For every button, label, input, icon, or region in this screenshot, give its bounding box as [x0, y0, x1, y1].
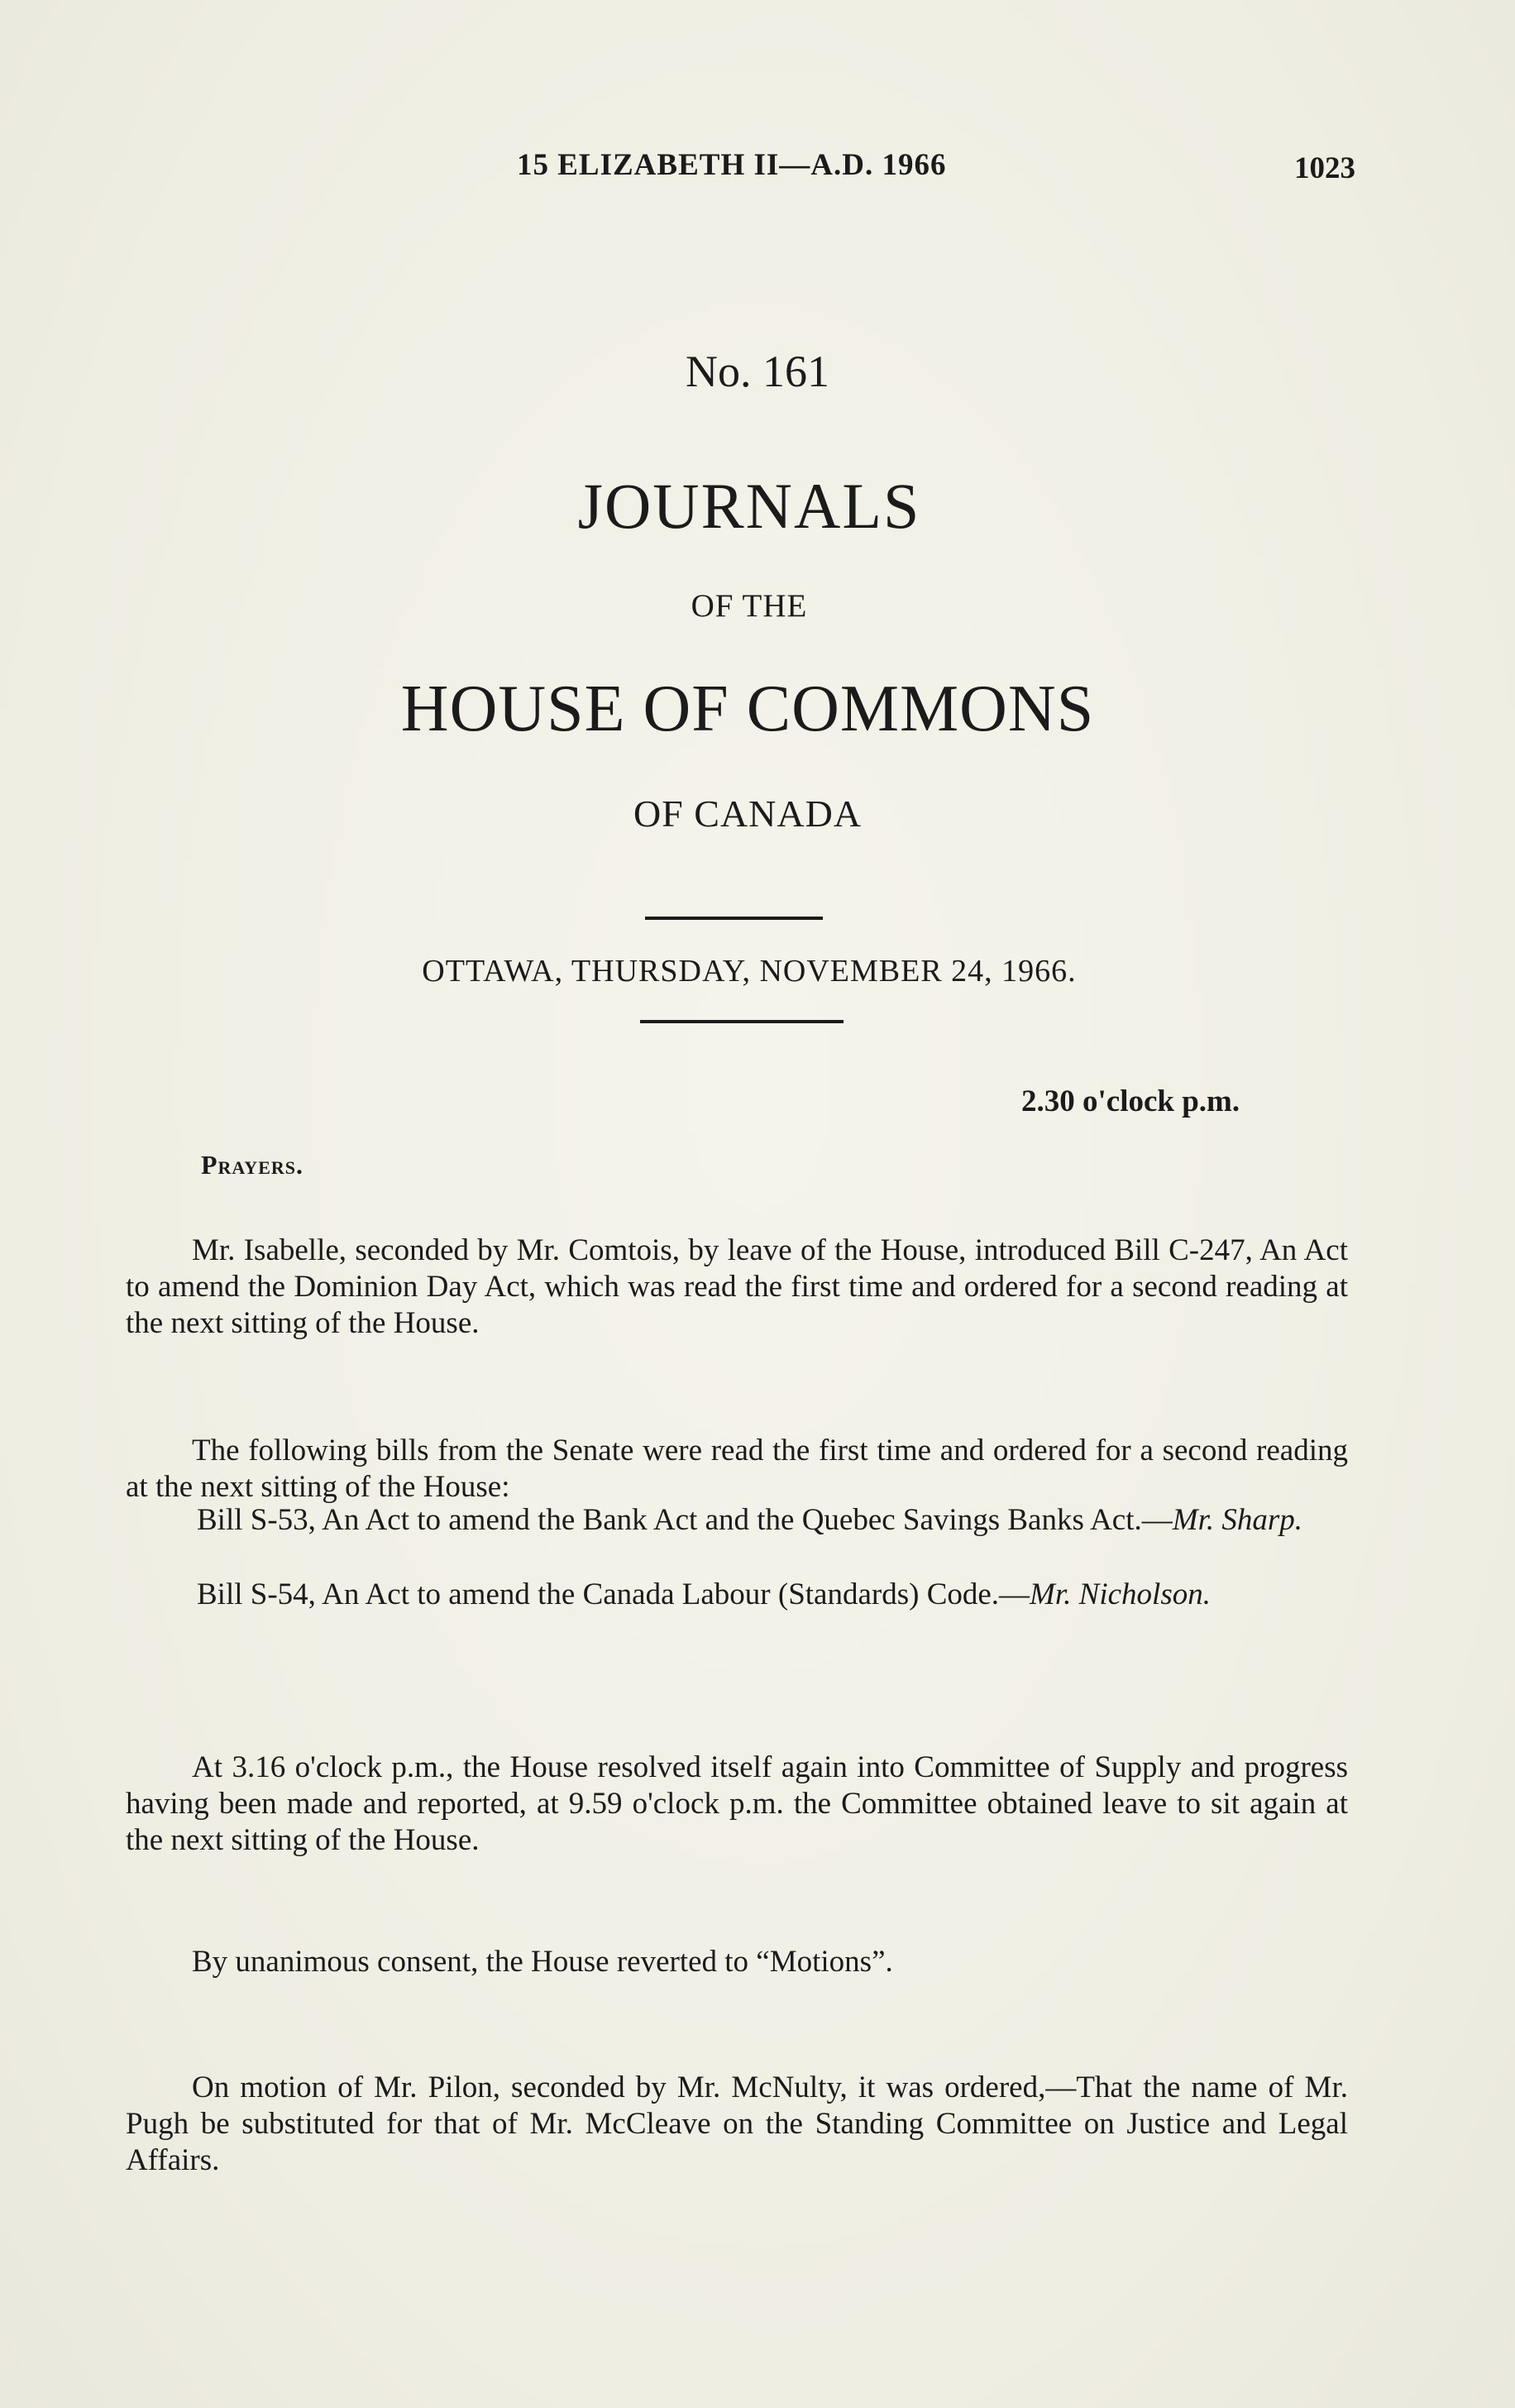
issue-number: No. 161	[686, 347, 829, 396]
unanimous-consent-paragraph: By unanimous consent, the House reverted to “Motions”.	[192, 1945, 893, 1979]
bill-s54-entry	[126, 1577, 1348, 1613]
sitting-time: 2.30 o'clock p.m.	[1021, 1084, 1240, 1118]
bill-s54-mover: Mr. Nicholson.	[1030, 1577, 1211, 1611]
page-number: 1023	[1294, 151, 1355, 185]
dateline-divider	[640, 1020, 844, 1023]
committee-of-supply-paragraph: At 3.16 o'clock p.m., the House resolved itself again into Committee of Supply and progress having been made and reported, at 9.59 o'clock p.m. the Committee obtained leave to sit again at the next sitting of the House.	[126, 1750, 1348, 1857]
running-head	[0, 147, 1515, 197]
bill-introduction-paragraph: Mr. Isabelle, seconded by Mr. Comtois, by leave of the House, introduced Bill C-247, An Act to amend the Dominion Day Act, which was read the first time and ordered for a second reading at the next sitting of the House.	[126, 1233, 1348, 1340]
house-of-commons-title: HOUSE OF COMMONS	[400, 673, 1095, 745]
bill-s53-mover: Mr. Sharp.	[1172, 1503, 1303, 1537]
prayers-heading: Prayers.	[201, 1150, 303, 1180]
masthead-divider	[645, 917, 823, 920]
bill-s54-text: Bill S-54, An Act to amend the Canada Labour (Standards) Code.—	[197, 1577, 1030, 1611]
bill-s53-text: Bill S-53, An Act to amend the Bank Act and the Quebec Savings Banks Act.—	[197, 1503, 1173, 1537]
of-canada-line: OF CANADA	[633, 792, 863, 835]
dateline: OTTAWA, THURSDAY, NOVEMBER 24, 1966.	[422, 954, 1077, 989]
senate-bills-paragraph: The following bills from the Senate were read the first time and ordered for a second reading at the next sitting of the House:	[126, 1434, 1348, 1504]
bill-s53-entry	[126, 1502, 1348, 1539]
of-the-line: OF THE	[691, 588, 808, 624]
committee-substitution-paragraph: On motion of Mr. Pilon, seconded by Mr. McNulty, it was ordered,—That the name of Mr. Pugh be substituted for that of Mr. McCleave on the Standing Committee on Justice and Legal Affairs.	[126, 2070, 1348, 2177]
running-title: 15 ELIZABETH II—A.D. 1966	[517, 148, 947, 182]
journals-title: JOURNALS	[577, 470, 921, 542]
